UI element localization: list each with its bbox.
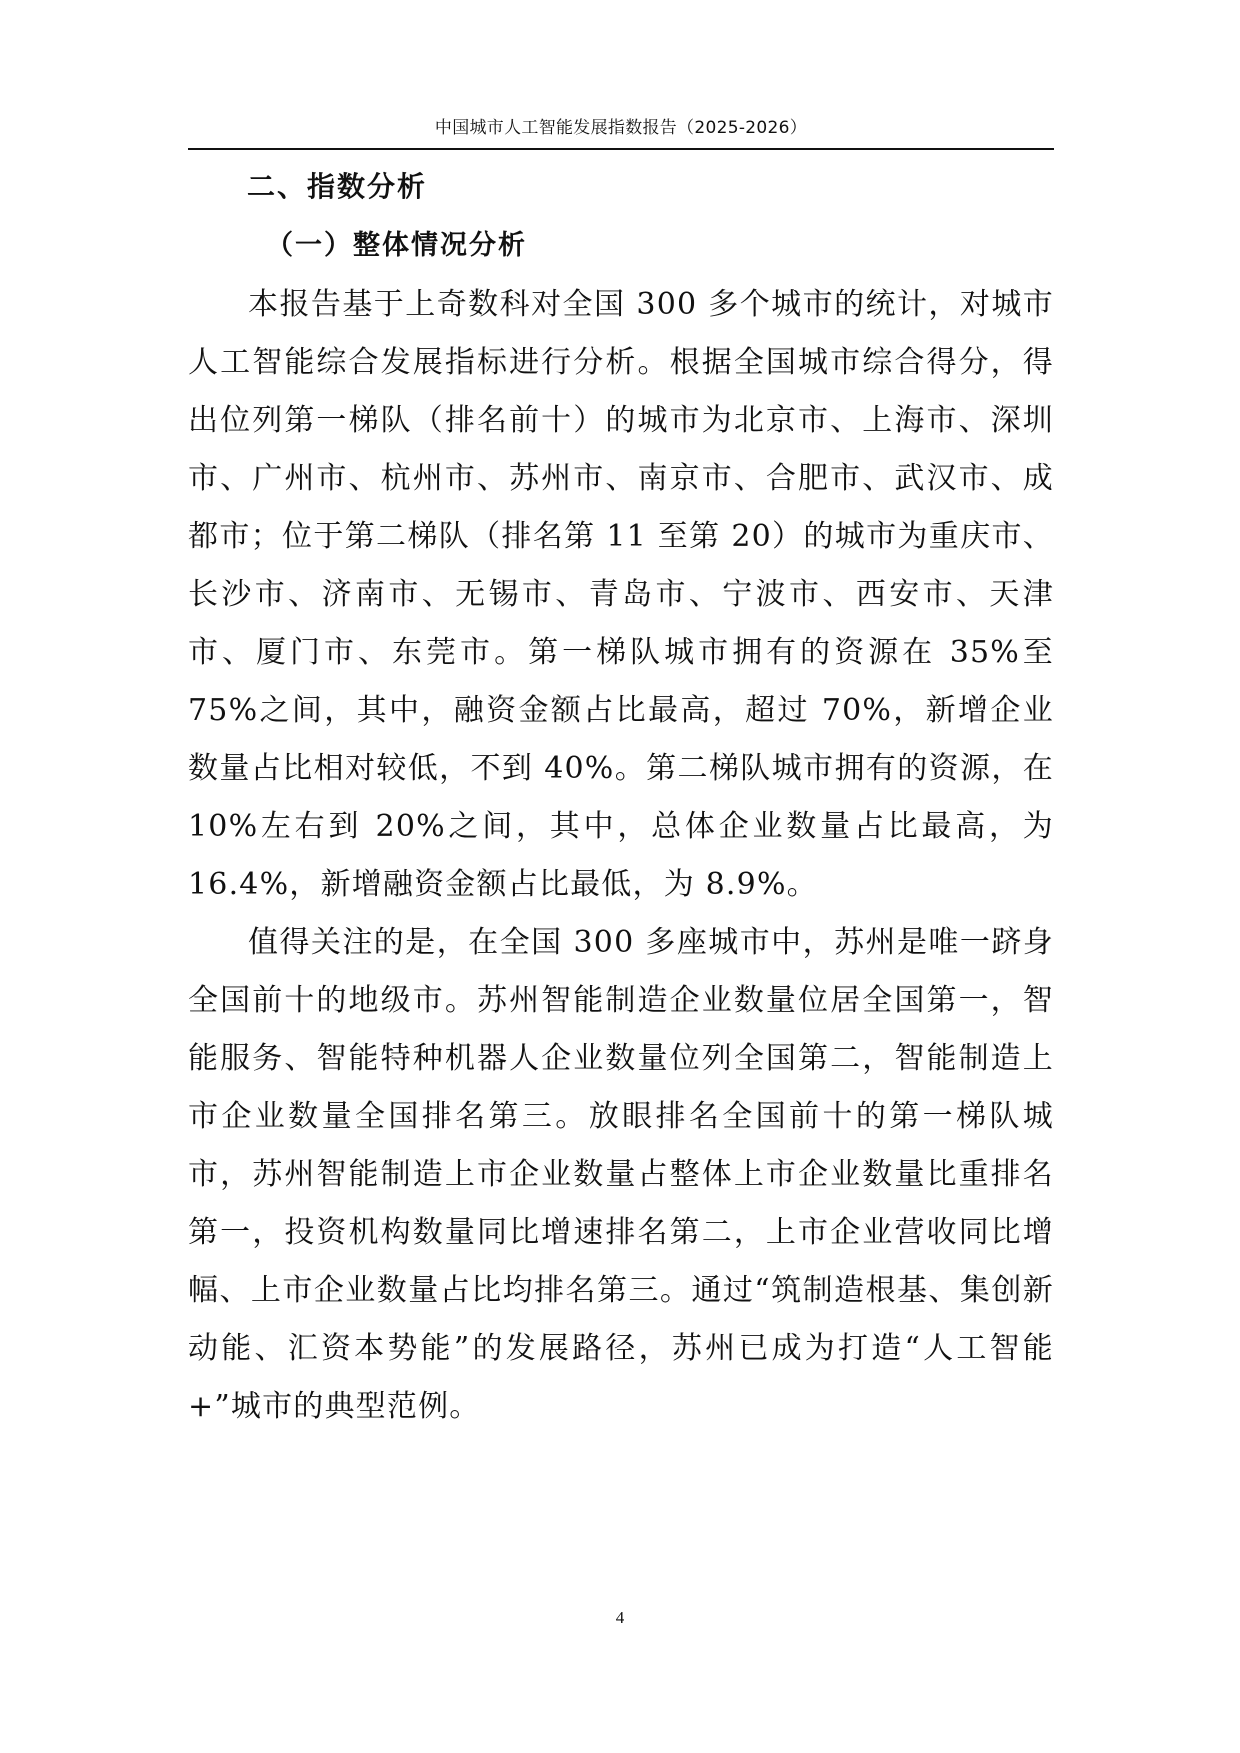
section-heading: 二、指数分析 <box>247 170 428 203</box>
body-paragraph-2: 值得关注的是，在全国 300 多座城市中，苏州是唯一跻身全国前十的地级市。苏州智能制造企业数量位居全国第一，智能服务、智能特种机器人企业数量位列全国第二，智能制造上市企业数量全国排名第三。放眼排名全国前十的第一梯队城市，苏州智能制造上市企业数量占整体上市企业数量比重排名第一，投资机构数量同比增速排名第二，上市企业营收同比增幅、上市企业数量占比均排名第三。通过“筑制造根基、集创新动能、汇资本势能”的发展路径，苏州已成为打造“人工智能+”城市的典型范例。 <box>188 925 1054 1424</box>
sub-heading: （一）整体情况分析 <box>266 230 527 261</box>
body-paragraph-1: 本报告基于上奇数科对全国 300 多个城市的统计，对城市人工智能综合发展指标进行分析。根据全国城市综合得分，得出位列第一梯队（排名前十）的城市为北京市、上海市、深圳市、广州市、杭州市、苏州市、南京市、合肥市、武汉市、成都市；位于第二梯队（排名第 11 至第 20）的城市为重庆市、长沙市、济南市、无锡市、青岛市、宁波市、西安市、天津市、厦门市、东莞市。第一梯队城市拥有的资源在 35%至 75%之间，其中，融资金额占比最高，超过 70%，新增企业数量占比相对较低，不到 40%。第二梯队城市拥有的资源，在 10%左右到 20%之间，其中，总体企业数量占比最高，为 16.4%，新增融资金额占比最低，为 8.9%。 <box>188 287 1054 902</box>
header-divider <box>188 148 1054 150</box>
page-number: 4 <box>615 1608 625 1627</box>
running-header: 中国城市人工智能发展指数报告（2025-2026） <box>434 118 808 138</box>
